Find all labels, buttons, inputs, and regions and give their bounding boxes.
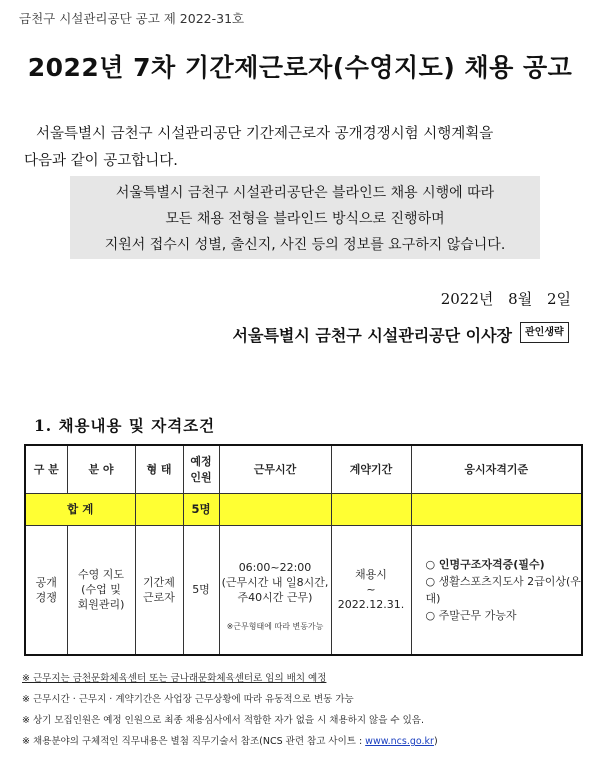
table-header-row [25, 445, 582, 493]
recruitment-table [24, 444, 583, 656]
header-qualification: 응시자격기준 [411, 445, 582, 493]
table-row [25, 525, 582, 655]
blind-box-line-1: 서울특별시 금천구 시설관리공단은 블라인드 채용 시행에 따라 [115, 185, 495, 201]
contract-line-3: 2022.12.31. [337, 598, 405, 612]
intro-line-1: 서울특별시 금천구 시설관리공단 기간제근로자 공개경쟁시험 시행계획을 [36, 126, 494, 142]
header-field: 분 야 [67, 445, 135, 493]
note-4-end: ) [433, 736, 438, 747]
blind-box-line-3: 지원서 접수시 성별, 출신지, 사진 등의 정보를 요구하지 않습니다. [104, 237, 506, 253]
field-line-2: (수업 및 [81, 583, 121, 597]
total-type-cell [135, 493, 183, 525]
table-total-row [25, 493, 582, 525]
qualification-1: ○ 인명구조자격증(필수) [425, 557, 545, 571]
seal-omitted-stamp: 관인생략 [520, 322, 569, 343]
intro-paragraph [24, 121, 580, 175]
page-title: 2022년 7차 기간제근로자(수영지도) 채용 공고 [27, 53, 573, 82]
category-line-1: 공개 [35, 575, 57, 589]
note-3: ※ 상기 모집인원은 예정 인원으로 최종 채용심사에서 적합한 자가 없을 시 채용하지 않을 수 있음. [22, 715, 424, 726]
type-line-2: 근로자 [143, 590, 175, 604]
intro-line-2: 다음과 같이 공고합니다. [24, 153, 178, 169]
header-contract: 계약기간 [331, 445, 411, 493]
notice-number: 금천구 시설관리공단 공고 제 2022-31호 [19, 11, 245, 26]
category-line-2: 경쟁 [35, 590, 57, 604]
section-title: 1. 채용내용 및 자격조건 [34, 416, 216, 435]
hours-line-1: 06:00~22:00 [238, 560, 312, 574]
row-field [67, 525, 135, 655]
issuer-name: 서울특별시 금천구 시설관리공단 이사장 [232, 326, 512, 345]
row-count: 5명 [183, 525, 219, 655]
total-qual-cell [411, 493, 582, 525]
header-hours: 근무시간 [219, 445, 331, 493]
header-count-line-1: 예정 [190, 455, 212, 469]
contract-line-1: 채용시 [355, 568, 387, 582]
note-2: ※ 근무시간 · 근무지 · 계약기간은 사업장 근무상황에 따라 유동적으로 변동 가능 [22, 694, 354, 705]
qualification-2: ○ 생활스포츠지도사 2급이상(우대) [425, 574, 581, 605]
blind-recruitment-box [70, 176, 540, 259]
notes-list [22, 668, 592, 752]
header-count [183, 445, 219, 493]
type-line-1: 기간제 [143, 575, 175, 589]
qualification-3: ○ 주말근무 가능자 [425, 608, 517, 622]
total-label: 합 계 [25, 493, 135, 525]
total-contract-cell [331, 493, 411, 525]
row-qualifications [411, 525, 582, 655]
field-line-1: 수영 지도 [77, 568, 124, 582]
blind-box-line-2: 모든 채용 전형을 블라인드 방식으로 진행하며 [165, 211, 445, 227]
hours-note: ※근무형태에 따라 변동가능 [226, 621, 324, 631]
note-4-text: ※ 채용분야의 구체적인 직무내용은 별첨 직무기술서 참조(NCS 관련 참고 사이트 : [22, 736, 366, 747]
row-contract [331, 525, 411, 655]
contract-line-2: ~ [366, 583, 376, 597]
row-hours [219, 525, 331, 655]
header-type: 형 태 [135, 445, 183, 493]
announcement-date: 2022년 8월 2일 [440, 290, 571, 308]
total-hours-cell [219, 493, 331, 525]
ncs-link[interactable]: www.ncs.go.kr [365, 736, 434, 747]
hours-line-2: (근무시간 내 일8시간, [221, 575, 329, 589]
note-1: ※ 근무지는 금천문화체육센터 또는 금나래문화체육센터로 임의 배치 예정 [22, 673, 327, 684]
header-category: 구 분 [25, 445, 67, 493]
hours-line-3: 주40시간 근무) [237, 590, 313, 604]
header-count-line-2: 인원 [190, 471, 212, 485]
note-4 [22, 731, 592, 752]
row-type [135, 525, 183, 655]
field-line-3: 회원관리) [77, 598, 125, 612]
row-category [25, 525, 67, 655]
total-count: 5명 [183, 493, 219, 525]
